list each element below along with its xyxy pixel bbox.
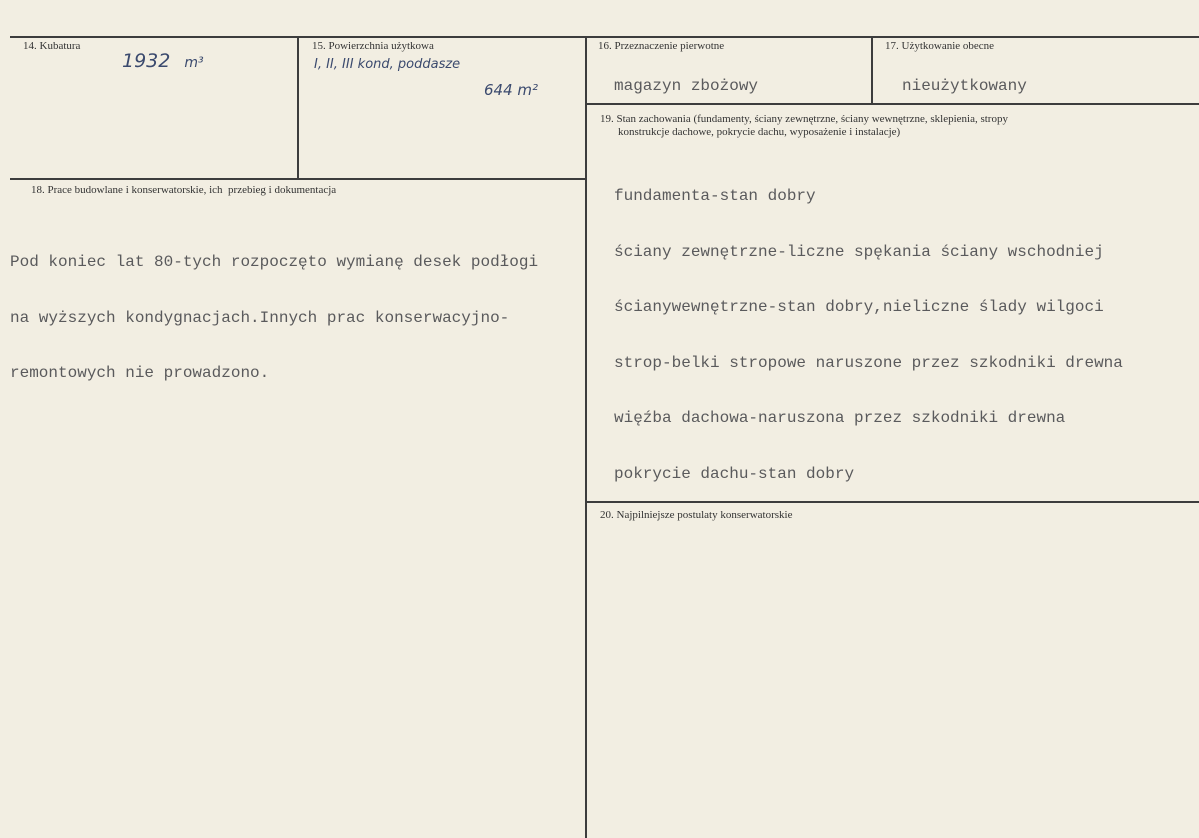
field-18-label: 18. Prace budowlane i konserwatorskie, ich przebieg i dokumentacja: [31, 184, 337, 196]
top-border: [10, 36, 1199, 38]
field-14-volume: [122, 50, 204, 72]
field-18-text: [10, 216, 538, 420]
text-line: Pod koniec lat 80-tych rozpoczęto wymianę desek podłogi: [10, 253, 539, 271]
divider-row-14-18: [10, 178, 586, 180]
text-line: ścianywewnętrzne-stan dobry,nieliczne ślady wilgoci: [614, 298, 1104, 316]
field-19-label-line-1: 19. Stan zachowania (fundamenty, ściany zewnętrzne, ściany wewnętrzne, sklepienia, stropy: [600, 113, 1008, 125]
text-line: na wyższych kondygnacjach.Innych prac konserwacyjno-: [10, 308, 510, 327]
field-14-label: 14. Kubatura: [23, 40, 81, 52]
main-vertical-divider: [585, 36, 587, 838]
field-17-value: nieużytkowany: [902, 77, 1027, 95]
field-16-label: 16. Przeznaczenie pierwotne: [598, 40, 725, 52]
volume-unit: m³: [184, 55, 204, 71]
field-15-floors: I, II, III kond, poddasze: [314, 57, 461, 72]
text-line: więźba dachowa-naruszona przez szkodniki drewna: [614, 409, 1066, 427]
field-19-text: [614, 150, 1123, 520]
field-19-label-line-2: konstrukcje dachowe, pokrycie dachu, wyposażenie i instalacje): [618, 126, 901, 138]
volume-value: 1932: [122, 50, 171, 72]
text-line: strop-belki stropowe naruszone przez szkodniki drewna: [614, 353, 1123, 372]
text-line: fundamenta-stan dobry: [614, 187, 816, 205]
divider-row-16-19: [586, 103, 1199, 105]
divider-16-17: [871, 36, 873, 104]
field-17-label: 17. Użytkowanie obecne: [885, 40, 995, 52]
divider-14-15: [297, 36, 299, 178]
field-20-label: 20. Najpilniejsze postulaty konserwatorskie: [600, 509, 793, 521]
field-15-area: 644 m²: [484, 81, 539, 99]
field-19-label: [600, 113, 1008, 139]
text-line: ściany zewnętrzne-liczne spękania ściany wschodniej: [614, 242, 1104, 261]
text-line: remontowych nie prowadzono.: [10, 364, 270, 382]
field-16-value: magazyn zbożowy: [614, 77, 759, 95]
text-line: pokrycie dachu-stan dobry: [614, 464, 855, 483]
field-15-label: 15. Powierzchnia użytkowa: [312, 40, 434, 52]
